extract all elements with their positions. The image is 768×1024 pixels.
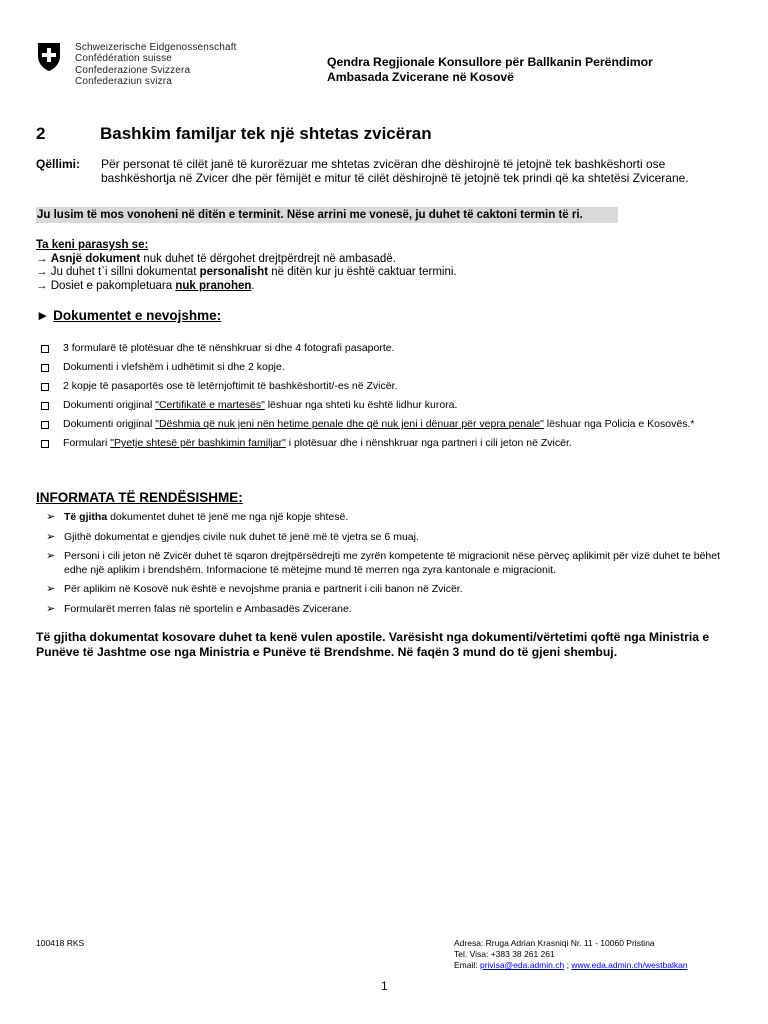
checkbox-icon bbox=[41, 383, 49, 391]
section-title: Bashkim familjar tek një shtetas zvicëran bbox=[100, 124, 432, 143]
checkbox-icon bbox=[41, 364, 49, 372]
info-item-text: Për aplikim në Kosovë nuk është e nevojshme prania e partnerit i cili banon në Zvicër. bbox=[64, 583, 463, 595]
email-label: Email: bbox=[454, 960, 480, 970]
highlight-notice: Ju lusim të mos vonoheni në ditën e terminit. Nëse arrini me vonesë, ju duhet të caktoni termin të ri. bbox=[37, 209, 583, 221]
documents-heading-text: Dokumentet e nevojshme: bbox=[53, 308, 222, 323]
checkbox-icon bbox=[41, 345, 49, 353]
arrow-bullet-icon: → bbox=[36, 266, 48, 278]
list-item bbox=[36, 339, 726, 358]
info-item-text: dokumentet duhet të jenë me nga një kopje shtesë. bbox=[107, 511, 349, 523]
goal-text: Për personat të cilët janë të kurorëzuar me shtetas zvicëran dhe dëshirojnë të jetojnë tek bashkëshorti ose bashkëshortja në Zvicer dhe për fëmijët e mitur të cilët dëshirojnë të jetojnë tek prindi që ka shtetësi Zvicerane. bbox=[101, 157, 689, 185]
arrow-bullet-icon: ➢ bbox=[46, 602, 56, 615]
note-line-2 bbox=[36, 266, 457, 280]
arrow-bullet-icon: ➢ bbox=[46, 583, 56, 595]
document-item-text: 2 kopje të pasaportës ose të letërnjoftimit të bashkëshortit/-es në Zvicër. bbox=[63, 380, 398, 392]
note-line-3 bbox=[36, 280, 457, 294]
note-1-text: nuk duhet të dërgohet drejtpërdrejt në ambasadë. bbox=[140, 252, 396, 265]
list-item bbox=[36, 434, 726, 453]
document-item-text: Formulari bbox=[63, 437, 111, 449]
federation-names bbox=[75, 42, 237, 87]
arrow-bullet-icon: ➢ bbox=[46, 550, 56, 562]
office-line-1: Qendra Regjionale Konsullore për Ballkanin Perëndimor bbox=[327, 55, 653, 69]
document-item-text: lëshuar nga shteti ku është lidhur kurora. bbox=[264, 399, 458, 411]
info-item-bold: Të gjitha bbox=[64, 511, 108, 523]
notes-block bbox=[36, 239, 457, 293]
footer-tel: Tel. Visa: +383 38 261 261 bbox=[454, 949, 555, 959]
office-header bbox=[327, 55, 653, 85]
list-item bbox=[36, 377, 726, 396]
document-item-text: i plotësuar dhe i nënshkruar nga partneri i cili jeton në Zvicër. bbox=[285, 437, 572, 449]
note-1-bold: Asnjë dokument bbox=[50, 252, 141, 265]
federation-line-fr: Confédération suisse bbox=[75, 53, 172, 65]
document-item-text: Dokumenti origjinal bbox=[63, 399, 156, 411]
note-2-pre: Ju duhet t`i sillni dokumentat bbox=[47, 266, 200, 278]
document-item-text: 3 formularë të plotësuar dhe të nënshkruar si dhe 4 fotografi pasaporte. bbox=[63, 342, 395, 354]
info-item-text: Formularët merren falas në sportelin e Ambasadës Zvicerane. bbox=[64, 602, 352, 615]
document-item-title: "Certifikatë e martesës" bbox=[155, 399, 265, 411]
notes-heading: Ta keni parasysh se: bbox=[36, 239, 149, 251]
federation-line-rm: Confederaziun svizra bbox=[75, 75, 172, 87]
note-3-pre: Dosiet e pakompletuara bbox=[47, 279, 176, 292]
website-link[interactable]: www.eda.admin.ch/westbalkan bbox=[571, 960, 688, 970]
goal-label: Qëllimi: bbox=[36, 157, 81, 171]
swiss-crest-icon bbox=[36, 41, 62, 72]
note-3-bold: nuk pranohen bbox=[175, 279, 252, 292]
important-info-list bbox=[46, 511, 726, 622]
note-2-text: në ditën kur ju është caktuar termini. bbox=[268, 266, 457, 278]
document-item-text: Dokumenti i vlefshëm i udhëtimit si dhe 2 kopje. bbox=[63, 361, 285, 373]
list-item bbox=[36, 358, 726, 377]
document-item-title: "Dëshmia që nuk jeni nën hetime penale dhe që nuk jeni i dënuar për vepra penale" bbox=[155, 418, 544, 430]
arrow-bullet-icon: → bbox=[36, 252, 48, 265]
list-item bbox=[46, 603, 726, 617]
apostille-paragraph: Të gjitha dokumentat kosovare duhet ta kenë vulen apostile. Varësisht nga dokumenti/vërtetimi qoftë nga Ministria e Punëve të Jashtme ose nga Ministria e Punëve të Brendshme. Në faqën 3 mund do të gjeni shembuj. bbox=[36, 630, 710, 659]
footer-email-line bbox=[454, 960, 688, 971]
page-number: 1 bbox=[381, 979, 388, 993]
checkbox-icon bbox=[41, 402, 49, 410]
important-info-heading: INFORMATA TË RENDËSISHME: bbox=[36, 490, 243, 505]
office-line-2: Ambasada Zvicerane në Kosovë bbox=[327, 70, 514, 84]
list-item bbox=[46, 531, 726, 545]
arrow-bullet-icon: → bbox=[36, 279, 48, 292]
list-item bbox=[36, 415, 726, 434]
triangle-bullet-icon: ► bbox=[36, 308, 50, 323]
list-item bbox=[36, 396, 726, 415]
document-item-text: Dokumenti origjinal bbox=[63, 418, 156, 430]
federation-line-it: Confederazione Svizzera bbox=[75, 64, 191, 76]
email-link[interactable]: privisa@eda.admin.ch bbox=[479, 960, 565, 970]
section-number: 2 bbox=[36, 124, 46, 143]
list-item bbox=[46, 511, 726, 525]
info-item-text: Personi i cili jeton në Zvicër duhet të sqaron drejtpërsëdrejti me zyrën kompetente të migracionit nëse përveç aplikimit për vizë duhet te bëhet edhe një aplikim i brendshëm. Informacione të mëtejme mund të merren nga zyra kantonale e migracionit. bbox=[64, 550, 720, 576]
checkbox-icon bbox=[41, 440, 49, 448]
list-item bbox=[46, 550, 726, 577]
list-item bbox=[46, 583, 726, 597]
document-code: 100418 RKS bbox=[36, 938, 85, 948]
footer-address: Adresa: Rruga Adrian Krasniqi Nr. 11 - 10060 Pristina bbox=[454, 938, 655, 948]
info-item-text: Gjithë dokumentat e gjendjes civile nuk duhet të jenë më të vjetra se 6 muaj. bbox=[64, 530, 419, 543]
note-line-1 bbox=[36, 253, 457, 267]
arrow-bullet-icon: ➢ bbox=[46, 511, 56, 523]
document-item-title: "Pyetje shtesë për bashkimin familjar" bbox=[110, 437, 286, 449]
federation-line-de: Schweizerische Eidgenossenschaft bbox=[75, 42, 237, 53]
note-3-text: . bbox=[251, 279, 255, 292]
documents-list bbox=[36, 339, 726, 453]
documents-heading bbox=[36, 308, 221, 323]
checkbox-icon bbox=[41, 421, 49, 429]
footer-contact bbox=[454, 938, 688, 971]
note-2-bold: personalisht bbox=[199, 266, 269, 278]
link-separator: ; bbox=[564, 960, 572, 970]
arrow-bullet-icon: ➢ bbox=[46, 530, 56, 543]
document-item-text: lëshuar nga Policia e Kosovës.* bbox=[543, 418, 695, 430]
